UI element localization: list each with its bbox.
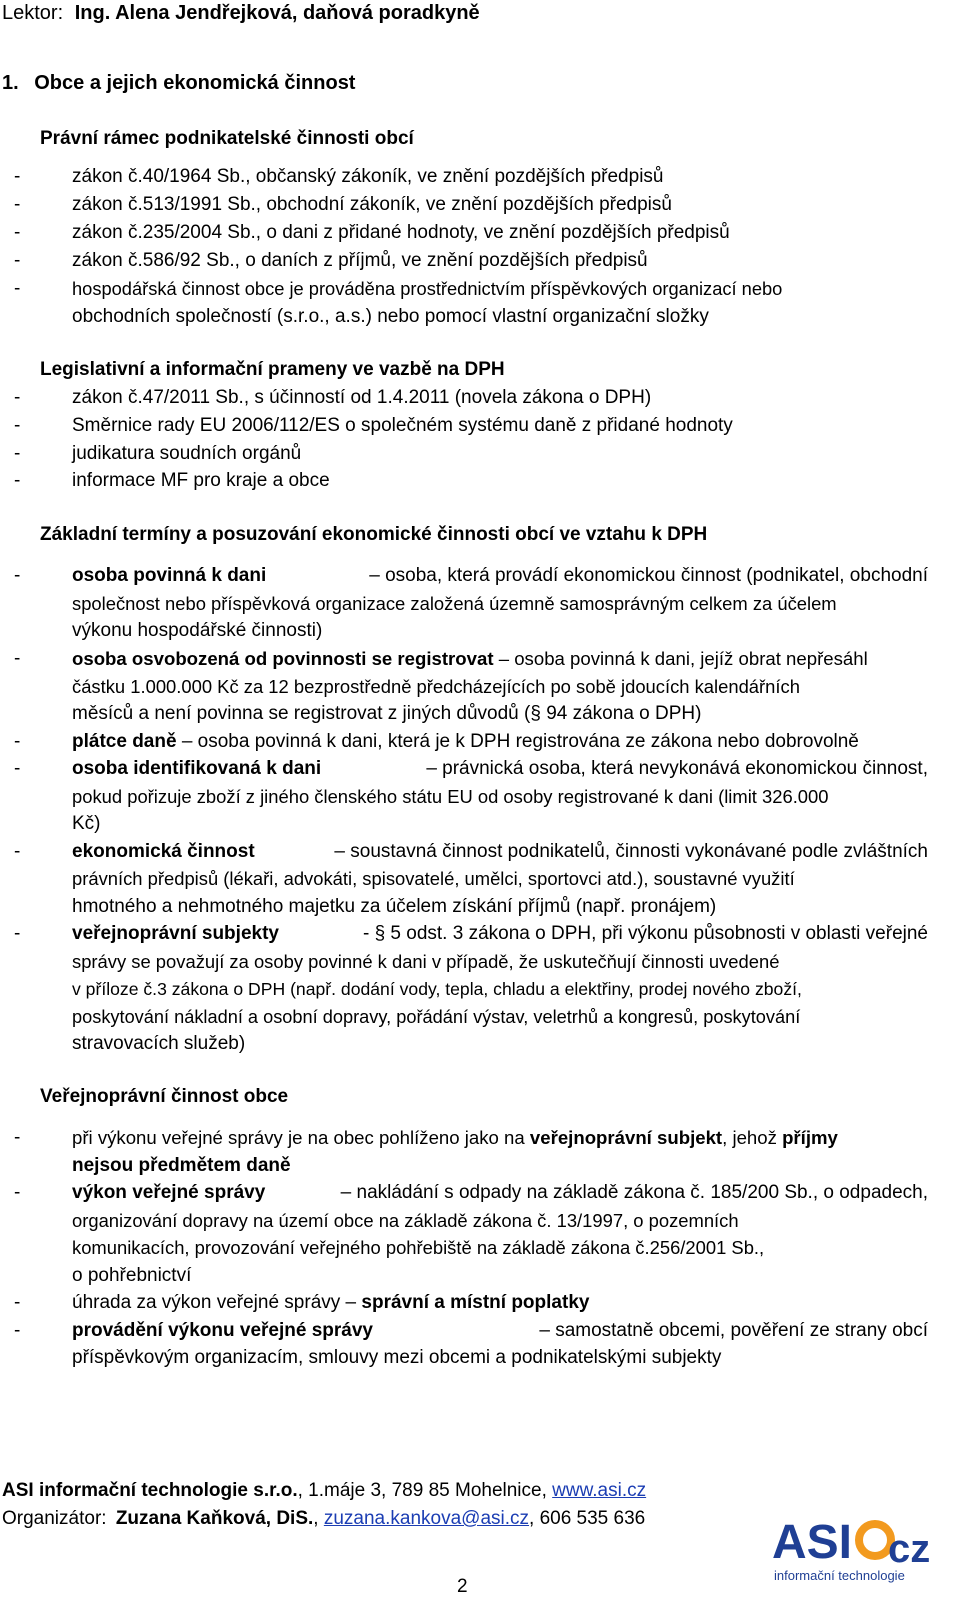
public-text: – nakládání s odpady na základě zákona č. 185/200 Sb., o odpadech, <box>340 1182 928 1203</box>
term-name: ekonomická činnost <box>72 841 255 862</box>
term-item <box>0 562 960 590</box>
public-heading: Veřejnoprávní činnost obce <box>40 1086 289 1107</box>
bullet-dash: - <box>14 565 21 586</box>
bullet-dash: - <box>14 731 21 752</box>
public-item <box>0 1179 960 1207</box>
sources-heading: Legislativní a informační prameny ve vazbě na DPH <box>40 359 505 380</box>
list-item-text: zákon č.513/1991 Sb., obchodní zákoník, ve znění pozdějších předpisů <box>72 194 672 215</box>
bullet-dash: - <box>14 1292 21 1313</box>
bullet-dash: - <box>14 1320 21 1341</box>
public-bold: nejsou předmětem daně <box>72 1155 291 1176</box>
bullet-dash: - <box>14 841 21 862</box>
term-continuation <box>0 948 960 976</box>
bullet-dash: - <box>14 166 21 187</box>
term-text: měsíců a není povinna se registrovat z jiných důvodů (§ 94 zákona o DPH) <box>72 703 702 724</box>
term-text: v příloze č.3 zákona o DPH (např. dodání vody, tepla, chladu a elektřiny, prodej nového zboží, <box>72 979 802 999</box>
public-text: , jehož <box>722 1127 777 1148</box>
term-text: správy se považují za osoby povinné k dani v případě, že uskutečňují činnosti uvedené <box>72 951 780 972</box>
term-continuation <box>0 893 960 921</box>
public-bold: správní a místní poplatky <box>361 1292 590 1313</box>
term-line <box>72 645 868 673</box>
list-item-text: Směrnice rady EU 2006/112/ES o společném systému daně z přidané hodnoty <box>72 415 733 436</box>
term-item <box>0 645 960 673</box>
list-item-text: zákon č.586/92 Sb., o daních z příjmů, ve znění pozdějších předpisů <box>72 250 648 271</box>
list-item-continuation <box>0 303 960 331</box>
term-text: výkonu hospodářské činnosti) <box>72 620 323 641</box>
term-name: osoba identifikovaná k dani <box>72 758 322 779</box>
term-item <box>0 920 960 948</box>
footer-organizer-name: Zuzana Kaňková, DiS. <box>115 1508 314 1529</box>
list-item <box>0 247 960 275</box>
public-bold: příjmy <box>782 1127 838 1148</box>
list-item <box>0 467 960 495</box>
footer-email-link[interactable]: zuzana.kankova@asi.cz <box>323 1508 530 1529</box>
footer-comma: , <box>313 1508 324 1529</box>
public-text: organizování dopravy na území obce na základě zákona č. 13/1997, o pozemních <box>72 1210 739 1231</box>
term-text: stravovacích služeb) <box>72 1033 246 1054</box>
bullet-dash: - <box>14 278 21 299</box>
public-item <box>0 1317 960 1345</box>
section-title <box>2 70 355 96</box>
public-bold: veřejnoprávní subjekt <box>529 1127 723 1148</box>
term-text: – osoba povinná k dani, jejíž obrat nepřesáhl <box>498 648 868 669</box>
term-text: – soustavná činnost podnikatelů, činnosti vykonávané podle zvláštních <box>334 841 928 862</box>
public-text: o pohřebnictví <box>72 1265 192 1286</box>
public-text: při výkonu veřejné správy je na obec pohlíženo jako na <box>72 1127 525 1148</box>
public-bold: výkon veřejné správy <box>72 1182 266 1203</box>
list-item <box>0 384 960 412</box>
footer-phone: , 606 535 636 <box>529 1508 646 1529</box>
term-text: pokud pořizuje zboží z jiného členského státu EU od osoby registrované k dani (limit 326.000 <box>72 786 829 807</box>
footer-organizer-line <box>2 1506 645 1532</box>
term-text: Kč) <box>72 813 101 834</box>
public-item <box>0 1124 960 1152</box>
footer-company-line <box>2 1478 646 1504</box>
term-line <box>72 728 859 756</box>
section-title-text: Obce a jejich ekonomická činnost <box>34 72 356 94</box>
public-bold: provádění výkonu veřejné správy <box>72 1320 373 1341</box>
term-continuation <box>0 975 960 1003</box>
lector-label: Lektor: <box>2 2 64 24</box>
section-number: 1. <box>2 72 19 94</box>
public-continuation <box>0 1344 960 1372</box>
term-text: poskytování nákladní a osobní dopravy, pořádání výstav, veletrhů a kongresů, poskytování <box>72 1007 801 1027</box>
list-item <box>0 275 960 303</box>
term-text: – osoba, která provádí ekonomickou činnost (podnikatel, obchodní <box>369 565 928 586</box>
list-item-text: obchodních společností (s.r.o., a.s.) nebo pomocí vlastní organizační složky <box>72 306 709 327</box>
term-name: osoba osvobozená od povinnosti se registrovat <box>72 648 494 669</box>
lector-name: Ing. Alena Jendřejková, daňová poradkyně <box>74 2 480 24</box>
public-continuation <box>0 1262 960 1290</box>
term-item <box>0 728 960 756</box>
term-name: osoba povinná k dani <box>72 565 267 586</box>
footer-company: ASI informační technologie s.r.o. <box>2 1480 298 1501</box>
term-text: - § 5 odst. 3 zákona o DPH, při výkonu působnosti v oblasti veřejné <box>362 923 928 944</box>
term-text: hmotného a nehmotného majetku za účelem získání příjmů (např. pronájem) <box>72 896 717 917</box>
public-line <box>72 1124 838 1152</box>
list-item-text: informace MF pro kraje a obce <box>72 470 330 491</box>
bullet-dash: - <box>14 222 21 243</box>
term-text: částku 1.000.000 Kč za 12 bezprostředně předcházejících po sobě jdoucích kalendářních <box>72 676 800 697</box>
term-text: – osoba povinná k dani, která je k DPH registrována ze zákona nebo dobrovolně <box>181 731 859 752</box>
public-continuation <box>0 1207 960 1235</box>
term-continuation <box>0 1030 960 1058</box>
public-continuation <box>0 1152 960 1180</box>
footer-organizer-label: Organizátor: <box>2 1508 107 1529</box>
term-continuation <box>0 865 960 893</box>
bullet-dash: - <box>14 758 21 779</box>
bullet-dash: - <box>14 415 21 436</box>
lector-line <box>2 0 480 26</box>
asi-logo <box>772 1518 954 1588</box>
logo-ring-icon <box>859 1524 891 1556</box>
term-text: – právnická osoba, která nevykonává ekonomickou činnost, <box>426 758 928 779</box>
public-item <box>0 1289 960 1317</box>
term-name: plátce daně <box>72 731 177 752</box>
list-item <box>0 440 960 468</box>
bullet-dash: - <box>14 648 21 669</box>
terms-heading: Základní termíny a posuzování ekonomické činnosti obcí ve vztahu k DPH <box>40 524 708 545</box>
term-item <box>0 838 960 866</box>
bullet-dash: - <box>14 387 21 408</box>
term-continuation <box>0 1003 960 1031</box>
term-text: společnost nebo příspěvková organizace založená územně samosprávným celkem za účelem <box>72 593 837 614</box>
bullet-dash: - <box>14 250 21 271</box>
bullet-dash: - <box>14 194 21 215</box>
list-item-text: hospodářská činnost obce je prováděna prostřednictvím příspěvkových organizací nebo <box>72 278 783 299</box>
list-item-text: zákon č.47/2011 Sb., s účinností od 1.4.2011 (novela zákona o DPH) <box>72 387 652 408</box>
footer-address: , 1.máje 3, 789 85 Mohelnice, <box>297 1480 553 1501</box>
list-item-text: zákon č.235/2004 Sb., o dani z přidané hodnoty, ve znění pozdějších předpisů <box>72 222 730 243</box>
term-item <box>0 755 960 783</box>
term-continuation <box>0 673 960 701</box>
framework-heading: Právní rámec podnikatelské činnosti obcí <box>40 128 414 149</box>
term-text: právních předpisů (lékaři, advokáti, spisovatelé, umělci, sportovci atd.), soustavné využití <box>72 868 795 889</box>
bullet-dash: - <box>14 443 21 464</box>
public-line <box>72 1289 589 1317</box>
footer-website-link[interactable]: www.asi.cz <box>552 1480 647 1501</box>
term-continuation <box>0 783 960 811</box>
bullet-dash: - <box>14 470 21 491</box>
public-text: – samostatně obcemi, pověření ze strany obcí <box>539 1320 928 1341</box>
bullet-dash: - <box>14 1127 21 1148</box>
list-item-text: judikatura soudních orgánů <box>72 443 302 464</box>
term-continuation <box>0 810 960 838</box>
list-item <box>0 191 960 219</box>
public-text: komunikacích, provozování veřejného pohřebiště na základě zákona č.256/2001 Sb., <box>72 1237 765 1258</box>
logo-asi-text: ASI <box>772 1518 853 1569</box>
bullet-dash: - <box>14 923 21 944</box>
asi-logo-graphic <box>772 1518 954 1588</box>
logo-cz-text: cz <box>888 1527 931 1571</box>
list-item <box>0 412 960 440</box>
list-item <box>0 163 960 191</box>
list-item-text: zákon č.40/1964 Sb., občanský zákoník, ve znění pozdějších předpisů <box>72 166 664 187</box>
list-item <box>0 219 960 247</box>
logo-tagline: informační technologie <box>774 1568 905 1583</box>
bullet-dash: - <box>14 1182 21 1203</box>
term-continuation <box>0 617 960 645</box>
term-continuation <box>0 700 960 728</box>
term-name: veřejnoprávní subjekty <box>72 923 279 944</box>
page-number: 2 <box>457 1576 468 1597</box>
public-text: příspěvkovým organizacím, smlouvy mezi obcemi a podnikatelskými subjekty <box>72 1347 722 1368</box>
term-continuation <box>0 590 960 618</box>
public-text: úhrada za výkon veřejné správy – <box>72 1292 357 1313</box>
public-continuation <box>0 1234 960 1262</box>
